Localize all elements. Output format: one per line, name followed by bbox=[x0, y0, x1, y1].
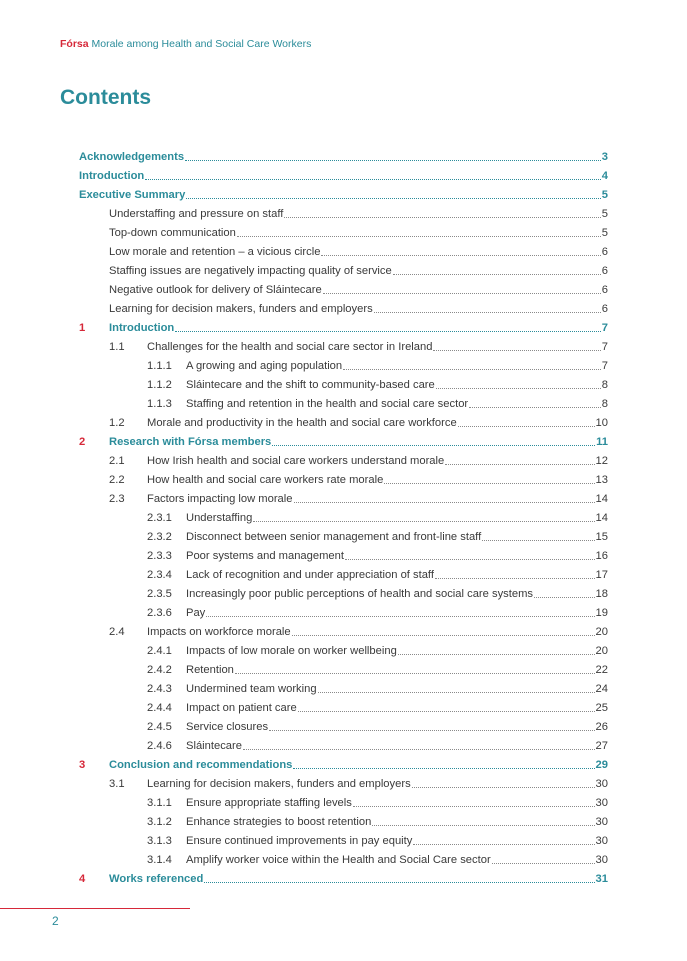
toc-entry-page: 13 bbox=[595, 474, 608, 486]
dot-leader bbox=[398, 654, 595, 655]
toc-entry-number: 1.1.2 bbox=[147, 379, 172, 391]
toc-entry-title: Retention bbox=[186, 664, 234, 676]
brand-name: Fórsa bbox=[60, 38, 89, 50]
toc-entry-number: 2.4.4 bbox=[147, 702, 172, 714]
toc-entry-title: Understaffing bbox=[186, 512, 253, 524]
toc-entry-title: Impacts of low morale on worker wellbeing bbox=[186, 645, 397, 657]
toc-entry-title: Top-down communication bbox=[109, 227, 236, 239]
toc-entry[interactable] bbox=[79, 753, 608, 772]
toc-entry-page: 8 bbox=[601, 398, 608, 410]
dot-leader bbox=[298, 711, 595, 712]
toc-entry-number: 1.1 bbox=[109, 341, 125, 353]
toc-entry-page: 7 bbox=[601, 322, 608, 334]
toc-entry[interactable] bbox=[147, 506, 608, 525]
dot-leader bbox=[272, 445, 595, 446]
toc-entry[interactable] bbox=[109, 772, 608, 791]
toc-entry-page: 10 bbox=[595, 417, 608, 429]
toc-entry-number: 3.1 bbox=[109, 778, 125, 790]
dot-leader bbox=[436, 388, 601, 389]
toc-entry-title: Staffing issues are negatively impacting quality of service bbox=[109, 265, 392, 277]
toc-entry[interactable] bbox=[109, 221, 608, 240]
dot-leader bbox=[243, 749, 595, 750]
toc-entry[interactable] bbox=[147, 848, 608, 867]
toc-entry-page: 4 bbox=[601, 170, 608, 182]
dot-leader bbox=[413, 844, 594, 845]
toc-entry-number: 2.3.6 bbox=[147, 607, 172, 619]
dot-leader bbox=[185, 160, 601, 161]
toc-entry-title: How Irish health and social care workers understand morale bbox=[147, 455, 445, 467]
toc-entry-page: 30 bbox=[595, 835, 608, 847]
toc-entry-title: Impacts on workforce morale bbox=[147, 626, 291, 638]
toc-entry[interactable] bbox=[79, 164, 608, 183]
toc-entry-title: Ensure continued improvements in pay equity bbox=[186, 835, 413, 847]
toc-entry-number: 2.3.1 bbox=[147, 512, 172, 524]
dot-leader bbox=[284, 217, 600, 218]
toc-entry-page: 14 bbox=[595, 512, 608, 524]
dot-leader bbox=[343, 369, 601, 370]
dot-leader bbox=[435, 578, 595, 579]
toc-entry[interactable] bbox=[147, 791, 608, 810]
toc-entry-page: 24 bbox=[595, 683, 608, 695]
dot-leader bbox=[412, 787, 595, 788]
toc-entry-title: Learning for decision makers, funders and employers bbox=[147, 778, 411, 790]
toc-entry[interactable] bbox=[147, 582, 608, 601]
toc-entry[interactable] bbox=[109, 449, 608, 468]
toc-entry-number: 2.3 bbox=[109, 493, 125, 505]
toc-entry-title: Enhance strategies to boost retention bbox=[186, 816, 372, 828]
toc-entry-number: 2.3.2 bbox=[147, 531, 172, 543]
toc-entry-title: Low morale and retention – a vicious circle bbox=[109, 246, 321, 258]
toc-entry-page: 5 bbox=[601, 227, 608, 239]
toc-entry-number: 2.4.1 bbox=[147, 645, 172, 657]
toc-entry-title: Sláintecare bbox=[186, 740, 242, 752]
toc-entry[interactable] bbox=[79, 145, 608, 164]
toc-entry-number: 2.4.3 bbox=[147, 683, 172, 695]
toc-entry-title: Staffing and retention in the health and social care sector bbox=[186, 398, 469, 410]
toc-entry-title: Increasingly poor public perceptions of health and social care systems bbox=[186, 588, 533, 600]
toc-entry-number: 2.4 bbox=[109, 626, 125, 638]
toc-entry[interactable] bbox=[79, 183, 608, 202]
toc-entry-page: 20 bbox=[595, 645, 608, 657]
toc-entry[interactable] bbox=[109, 240, 608, 259]
toc-entry-page: 15 bbox=[595, 531, 608, 543]
toc-entry[interactable] bbox=[147, 601, 608, 620]
toc-entry-page: 8 bbox=[601, 379, 608, 391]
toc-entry-title: Executive Summary bbox=[79, 189, 186, 201]
toc-entry-page: 5 bbox=[601, 189, 608, 201]
toc-entry-page: 6 bbox=[601, 303, 608, 315]
dot-leader bbox=[318, 692, 595, 693]
footer-rule bbox=[0, 908, 190, 909]
toc-entry-page: 7 bbox=[601, 341, 608, 353]
toc-entry-title: Introduction bbox=[109, 322, 175, 334]
dot-leader bbox=[292, 635, 595, 636]
toc-entry-title: Research with Fórsa members bbox=[109, 436, 272, 448]
dot-leader bbox=[469, 407, 601, 408]
toc-entry-title: Service closures bbox=[186, 721, 269, 733]
toc-entry[interactable] bbox=[147, 354, 608, 373]
toc-entry-title: Impact on patient care bbox=[186, 702, 297, 714]
dot-leader bbox=[237, 236, 601, 237]
toc-entry-page: 3 bbox=[601, 151, 608, 163]
toc-entry[interactable] bbox=[109, 335, 608, 354]
toc-entry[interactable] bbox=[109, 297, 608, 316]
toc-entry-page: 30 bbox=[595, 778, 608, 790]
toc-entry-page: 25 bbox=[595, 702, 608, 714]
document-title: Morale among Health and Social Care Workers bbox=[91, 38, 312, 50]
toc-entry-number: 2.4.2 bbox=[147, 664, 172, 676]
toc-entry-title: Pay bbox=[186, 607, 206, 619]
toc-entry-number: 2.3.5 bbox=[147, 588, 172, 600]
toc-entry-title: Morale and productivity in the health and social care workforce bbox=[147, 417, 457, 429]
toc-entry-number: 3.1.1 bbox=[147, 797, 172, 809]
toc-entry-title: How health and social care workers rate morale bbox=[147, 474, 384, 486]
toc-entry-number: 1 bbox=[79, 322, 86, 334]
toc-entry[interactable] bbox=[109, 468, 608, 487]
toc-entry-page: 19 bbox=[595, 607, 608, 619]
toc-entry-number: 4 bbox=[79, 873, 86, 885]
toc-entry[interactable] bbox=[147, 658, 608, 677]
dot-leader bbox=[321, 255, 600, 256]
toc-entry-number: 2 bbox=[79, 436, 86, 448]
toc-entry[interactable] bbox=[147, 639, 608, 658]
toc-entry-page: 7 bbox=[601, 360, 608, 372]
toc-entry-title: Negative outlook for delivery of Sláintecare bbox=[109, 284, 322, 296]
toc-entry[interactable] bbox=[147, 696, 608, 715]
toc-entry-title: Learning for decision makers, funders and employers bbox=[109, 303, 373, 315]
toc-entry[interactable] bbox=[147, 544, 608, 563]
toc-entry-title: Factors impacting low morale bbox=[147, 493, 293, 505]
toc-entry-page: 16 bbox=[595, 550, 608, 562]
dot-leader bbox=[269, 730, 594, 731]
toc-entry[interactable] bbox=[109, 259, 608, 278]
toc-entry-number: 1.1.1 bbox=[147, 360, 172, 372]
dot-leader bbox=[186, 198, 600, 199]
dot-leader bbox=[482, 540, 594, 541]
dot-leader bbox=[353, 806, 595, 807]
dot-leader bbox=[458, 426, 595, 427]
toc-entry-number: 2.1 bbox=[109, 455, 125, 467]
page-title: Contents bbox=[60, 86, 151, 109]
dot-leader bbox=[492, 863, 595, 864]
dot-leader bbox=[323, 293, 601, 294]
toc-entry-title: Disconnect between senior management and front-line staff bbox=[186, 531, 482, 543]
toc-entry-title: Introduction bbox=[79, 170, 145, 182]
toc-entry[interactable] bbox=[147, 829, 608, 848]
toc-entry-title: A growing and aging population bbox=[186, 360, 343, 372]
toc-entry-title: Understaffing and pressure on staff bbox=[109, 208, 284, 220]
toc-entry[interactable] bbox=[147, 810, 608, 829]
toc-entry[interactable] bbox=[79, 867, 608, 886]
toc-entry-title: Acknowledgements bbox=[79, 151, 185, 163]
toc-entry-number: 2.2 bbox=[109, 474, 125, 486]
toc-entry-page: 30 bbox=[595, 854, 608, 866]
toc-entry-number: 3.1.3 bbox=[147, 835, 172, 847]
toc-entry-title: Sláintecare and the shift to community-based care bbox=[186, 379, 435, 391]
toc-entry[interactable] bbox=[79, 430, 608, 449]
toc-entry-number: 1.1.3 bbox=[147, 398, 172, 410]
toc-entry[interactable] bbox=[109, 487, 608, 506]
toc-entry-page: 12 bbox=[595, 455, 608, 467]
toc-entry-page: 18 bbox=[595, 588, 608, 600]
dot-leader bbox=[393, 274, 601, 275]
toc-entry[interactable] bbox=[79, 316, 608, 335]
dot-leader bbox=[175, 331, 601, 332]
running-header bbox=[60, 38, 311, 50]
dot-leader bbox=[374, 312, 601, 313]
toc-entry-title: Amplify worker voice within the Health and Social Care sector bbox=[186, 854, 491, 866]
toc-entry-number: 2.4.6 bbox=[147, 740, 172, 752]
dot-leader bbox=[253, 521, 594, 522]
toc-entry-page: 22 bbox=[595, 664, 608, 676]
toc-entry-page: 26 bbox=[595, 721, 608, 733]
toc-entry[interactable] bbox=[147, 525, 608, 544]
toc-entry[interactable] bbox=[147, 392, 608, 411]
dot-leader bbox=[293, 768, 594, 769]
toc-entry[interactable] bbox=[109, 202, 608, 221]
toc-entry-page: 5 bbox=[601, 208, 608, 220]
dot-leader bbox=[345, 559, 595, 560]
dot-leader bbox=[433, 350, 600, 351]
dot-leader bbox=[384, 483, 594, 484]
toc-entry-page: 31 bbox=[595, 873, 608, 885]
toc-entry[interactable] bbox=[109, 278, 608, 297]
toc-entry-page: 30 bbox=[595, 816, 608, 828]
dot-leader bbox=[372, 825, 594, 826]
toc-entry-page: 14 bbox=[595, 493, 608, 505]
dot-leader bbox=[206, 616, 594, 617]
toc-entry-title: Conclusion and recommendations bbox=[109, 759, 293, 771]
toc-entry-number: 2.4.5 bbox=[147, 721, 172, 733]
toc-entry-page: 6 bbox=[601, 265, 608, 277]
toc-entry-page: 6 bbox=[601, 246, 608, 258]
toc-entry-title: Poor systems and management bbox=[186, 550, 344, 562]
toc-entry-page: 27 bbox=[595, 740, 608, 752]
toc-entry-title: Lack of recognition and under appreciation of staff bbox=[186, 569, 434, 581]
toc-entry-page: 6 bbox=[601, 284, 608, 296]
toc-entry-title: Ensure appropriate staffing levels bbox=[186, 797, 352, 809]
toc-entry-page: 30 bbox=[595, 797, 608, 809]
toc-entry[interactable] bbox=[147, 563, 608, 582]
toc-entry-title: Undermined team working bbox=[186, 683, 317, 695]
dot-leader bbox=[445, 464, 594, 465]
dot-leader bbox=[534, 597, 595, 598]
toc-entry-number: 3.1.4 bbox=[147, 854, 172, 866]
toc-entry[interactable] bbox=[109, 411, 608, 430]
toc-entry[interactable] bbox=[147, 677, 608, 696]
toc-entry-page: 29 bbox=[595, 759, 608, 771]
dot-leader bbox=[235, 673, 595, 674]
toc-entry-title: Challenges for the health and social care sector in Ireland bbox=[147, 341, 433, 353]
toc-entry[interactable] bbox=[147, 715, 608, 734]
toc-entry-number: 3.1.2 bbox=[147, 816, 172, 828]
toc-entry-number: 2.3.3 bbox=[147, 550, 172, 562]
dot-leader bbox=[294, 502, 595, 503]
toc-entry-page: 20 bbox=[595, 626, 608, 638]
dot-leader bbox=[145, 179, 601, 180]
toc-entry-page: 17 bbox=[595, 569, 608, 581]
toc-entry-number: 1.2 bbox=[109, 417, 125, 429]
dot-leader bbox=[204, 882, 594, 883]
toc-entry[interactable] bbox=[109, 620, 608, 639]
toc-entry[interactable] bbox=[147, 373, 608, 392]
page-number: 2 bbox=[52, 914, 59, 928]
toc-entry[interactable] bbox=[147, 734, 608, 753]
toc-entry-number: 2.3.4 bbox=[147, 569, 172, 581]
toc-entry-title: Works referenced bbox=[109, 873, 204, 885]
toc-entry-page: 11 bbox=[596, 436, 608, 448]
toc-entry-number: 3 bbox=[79, 759, 86, 771]
